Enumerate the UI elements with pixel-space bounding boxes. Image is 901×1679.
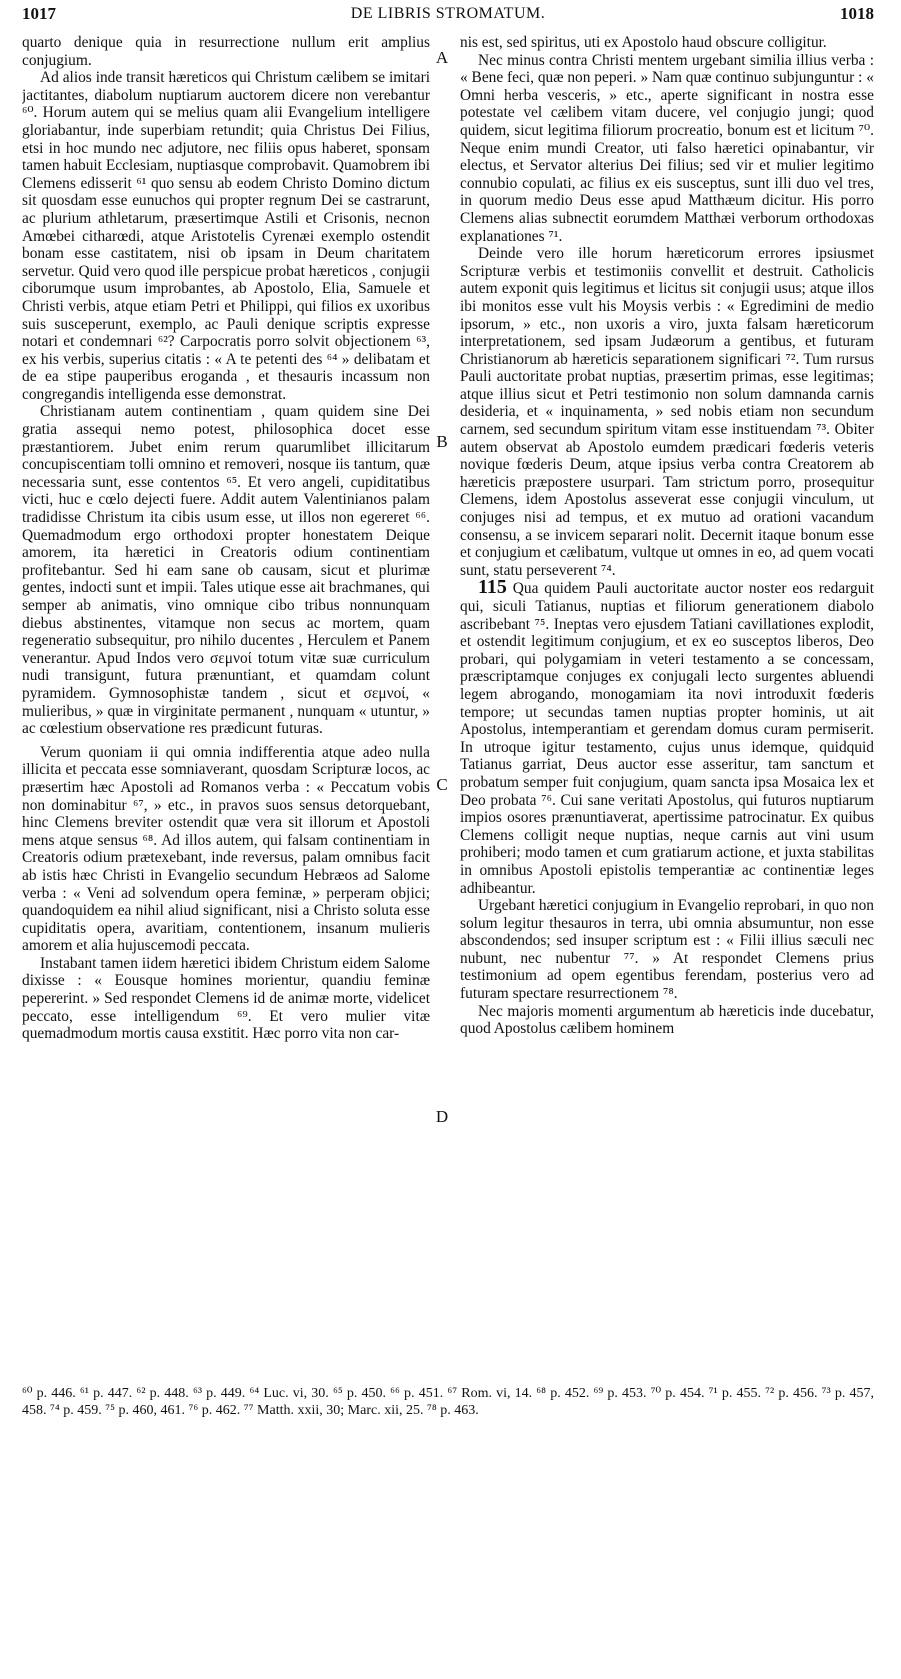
paragraph <box>460 576 874 897</box>
section-number: 115 <box>478 576 507 599</box>
margin-marker-d: D <box>435 1107 449 1126</box>
paragraph-text: Qua quidem Pauli auctoritate auctor noster eos redarguit qui, siculi Tatianus, nuptias et filiorum generationem diabolo ascribebant ⁷⁵. Ineptas vero ejusdem Tatiani cavillationes explodit, et ostendit legitimum conjugium, et ex eo susceptos liberos, Deo probari, qui polygamiam in veteri testamento a se concessam, præscriptamque conjuges ex conjugali lecto surgentes abluendi legem abrogando, monogamiam ita novi introduxit fœderis tempore; ut secundas tamen nuptias propter hominis, ut ait Apostolus, intemperantiam et gerendam domus curam permiserit. In utroque igitur testamento, cujus unus idemque, quidquid Tatianus garriat, Deus auctor esse asseritur, tam sanctum et probatum semper fuit conjugium, quam sancta ipsa Mosaica lex et Deo probata ⁷⁶. Cui sane veritati Apostolus, qui futuros nuptiarum impios osores prænuntiaverat, apertissime patrocinatur. Ex quibus Clemens colligit neque nuptias, neque carnis aut vini usum prohiberi; modo tamen et cum gratiarum actione, et juxta stabilitas in omnibus Apostoli epistolis temperantiæ ac continentiæ leges adhibeantur. <box>460 580 874 897</box>
paragraph: Nec majoris momenti argumentum ab hæreticis inde ducebatur, quod Apostolus cælibem hominem <box>460 1002 874 1038</box>
paragraph: Instabant tamen iidem hæretici ibidem Christum eidem Salome dixisse : « Eousque homines morientur, quandiu feminæ pepererint. » Sed respondet Clemens id de animæ morte, videlicet peccato, esse intelligendum ⁶⁹. Et vero mulier vitæ quemadmodum mortis causa exstitit. Hæc porro vita non car- <box>22 954 430 1043</box>
footnotes: ⁶⁰ p. 446. ⁶¹ p. 447. ⁶² p. 448. ⁶³ p. 449. ⁶⁴ Luc. vi, 30. ⁶⁵ p. 450. ⁶⁶ p. 451. ⁶⁷ Rom. vi, 14. ⁶⁸ p. 452. ⁶⁹ p. 453. ⁷⁰ p. 454. ⁷¹ p. 455. ⁷² p. 456. ⁷³ p. 457, 458. ⁷⁴ p. 459. ⁷⁵ p. 460, 461. ⁷⁶ p. 462. ⁷⁷ Matth. xxii, 30; Marc. xii, 25. ⁷⁸ p. 463. <box>22 1386 874 1418</box>
paragraph: Ad alios inde transit hæreticos qui Christum cælibem se imitari jactitantes, diabolum nuptiarum auctorem dicere non verebantur ⁶⁰. Horum autem qui se melius quam alii Evangelium intelligere gloriabantur, inde superbiam retundit; quia Christus Dei Filius, etsi in hoc mundo nec adjutore, nec filiis opus haberet, sponsam tamen habuit Ecclesiam, nuptiasque comprobavit. Quamobrem ibi Clemens edisserit ⁶¹ quo sensu ab eodem Christo Domino dictum sit quosdam esse eunuchos qui propter regnum Dei se castrarunt, ac plurium athletarum, præsertimque Astili et Crisonis, necnon Amœbei citharœdi, atque Aristotelis Cyrenæi exemplo ostendit bonam esse castitatem, nisi ob ipsam in Deum charitatem servetur. Quid vero quod ille perspicue probat hæreticos , conjugii ciborumque usum improbantes, ab Apostolo, Elia, Samuele et Christi verbis, atque etiam Petri et Philippi, qui filios ex uxoribus suis susceperunt, exemplo, ac Pauli denique scriptis expresse notari et condemnari ⁶²? Carpocratis porro solvit objectionem ⁶³, ex his verbis, superius citatis : « A te petenti des ⁶⁴ » delibatam et de ea stipe pauperibus eroganda , et thesauris incassum non congregandis intelligenda esse demonstrat. <box>22 69 430 403</box>
margin-marker-a: A <box>435 48 449 67</box>
paragraph: Deinde vero ille horum hæreticorum errores ipsiusmet Scripturæ verbis et testimoniis convellit et destruit. Catholicis autem exponit quis legitimus et licitus sit conjugii usus; atque illos ibi monitos esse vult his Moysis verbis : « Egredimini de medio ipsorum, » etc., non uxoris a viro, juxta falsam hæreticorum interpretationem, sed ipsam Judæorum a gentibus, et futuram Christianorum ab hæreticis separationem significari ⁷². Tum rursus Pauli auctoritate probat nuptias, præsertim primas, esse legitimas; atque illius sicut et Petri testimonio non solum damnanda carnis desideria, et « inquinamenta, » sed nobis etiam non secundum carnem, sed secundum spiritum vitam esse instituendam ⁷³. Obiter autem observat ab Apostolo eumdem prædicari fœderis veteris novique fœderis Deum, atque ipsius verba contra Creatorem ab hæreticis præpostere usurpari. Tam strictum porro, prosequitur Clemens, idem Apostolus asseverat esse conjugii vinculum, ut conjuges nisi ad tempus, et ex mutuo ad orationi vacandum consensu, a se invicem separari nolit. Decernit itaque bonum esse et conjugium et cælibatum, vultque ut omnes in eo, ad quem vocati sunt, statu perseverent ⁷⁴. <box>460 245 874 579</box>
page-number-left: 1017 <box>22 4 56 23</box>
paragraph: Verum quoniam ii qui omnia indifferentia atque adeo nulla illicita et peccata esse somniaverant, quosdam Scripturæ locos, ac præsertim hæc Apostoli ad Romanos verba : « Peccatum vobis non dominabitur ⁶⁷, » etc., in pravos suos sensus detorquebant, hinc Clemens breviter ostendit quæ vera sit illorum et Apostoli mens atque sensus ⁶⁸. Ad illos autem, qui falsam continentiam in Creatoris odium prætexebant, inde reversus, palam omnibus facit ab istis hæc Christi in Evangelio secundum Hebræos ad Salome verba : « Veni ad solvendum opera feminæ, » perperam objici; quandoquidem ea nihil aliud significant, nisi a Christo soluta esse cupiditatis opera, avaritiam, contentionem, insanum mulieris amorem et alia hujuscemodi peccata. <box>22 743 430 955</box>
paragraph: Nec minus contra Christi mentem urgebant similia illius verba : « Bene feci, quæ non peperi. » Nam quæ continuo subjunguntur : « Omni herba vesceris, » etc., aperte significant in nostra esse potestate vel cælibem vitam ducere, vel conjugio jungi; quod quidem, sicut legitima filiorum procreatio, bonum est et licitum ⁷⁰. Neque enim mundi Creator, uti falso hæretici opinabantur, vir electus, et Servator alterius Dei filius; sed vir et mulier legitimo connubio copulati, ac filius ex eis susceptus, sunt illi duo vel tres, in quorum medio Deus esse apud Matthæum dicitur. His porro Clemens alias subnectit eorumdem Matthæi verborum orthodoxas explanationes ⁷¹. <box>460 51 874 245</box>
margin-marker-c: C <box>436 775 448 794</box>
left-column <box>22 34 430 1679</box>
right-column <box>460 34 874 1679</box>
paragraph: nis est, sed spiritus, uti ex Apostolo haud obscure colligitur. <box>460 34 827 51</box>
page-header <box>22 4 874 30</box>
paragraph: quarto denique quia in resurrectione nullum erit amplius conjugium. <box>22 34 430 69</box>
paragraph: Christianam autem continentiam , quam quidem sine Dei gratia assequi nemo potest, philosophica docet esse præstantiorem. Jubet enim rerum quarumlibet illicitarum concupiscentiam tolli omnino et removeri, nosque iis tantum, quæ necessaria sunt, esse contentos ⁶⁵. Et vero angeli, cupiditatibus victi, huc e cœlo dejecti fuere. Addit autem Valentinianos palam tradidisse Christum ita cibis usum esse, ut illos non egereret ⁶⁶. Quemadmodum ergo orthodoxi propter honestatem Deique amorem, ita hæretici in Creatoris odium continentiam profitebantur. Sed hi eam sane ob causam, sicut et plurimæ gentes, indocti sunt et impii. Tales utique esse ait brachmanes, qui semper ab animatis, vino omnique cibo tribus nonnunquam diebus abstinentes, vitamque non secus ac mortem, quam regeneratio subsequitur, pro nihilo ducentes , Herculem et Panem venerantur. Apud Indos vero σεμνοί totum vitæ suæ curriculum nudi transigunt, futura prænuntiant, et quamdam colunt pyramidem. Gymnosophistæ tandem , sicut et σεμνοί, « mulieribus, » quæ in virginitate permanent , nunquam « utuntur, » ac cœlestium observatione res prædicunt futuras. <box>22 403 430 738</box>
paragraph: Urgebant hæretici conjugium in Evangelio reprobari, in quo non solum legitur thesauros in terra, ubi omnia absumuntur, non esse abscondendos; sed insuper scriptum est : « Filii illius sæculi nec nubunt, nec nubentur ⁷⁷. » At respondet Clemens prius testimonium ad opem egentibus ferendam, posterius vero ad futuram spectare resurrectionem ⁷⁸. <box>460 897 874 1003</box>
page-number-right: 1018 <box>840 4 874 23</box>
margin-marker-b: B <box>436 432 448 451</box>
running-title: DE LIBRIS STROMATUM. <box>350 5 546 22</box>
